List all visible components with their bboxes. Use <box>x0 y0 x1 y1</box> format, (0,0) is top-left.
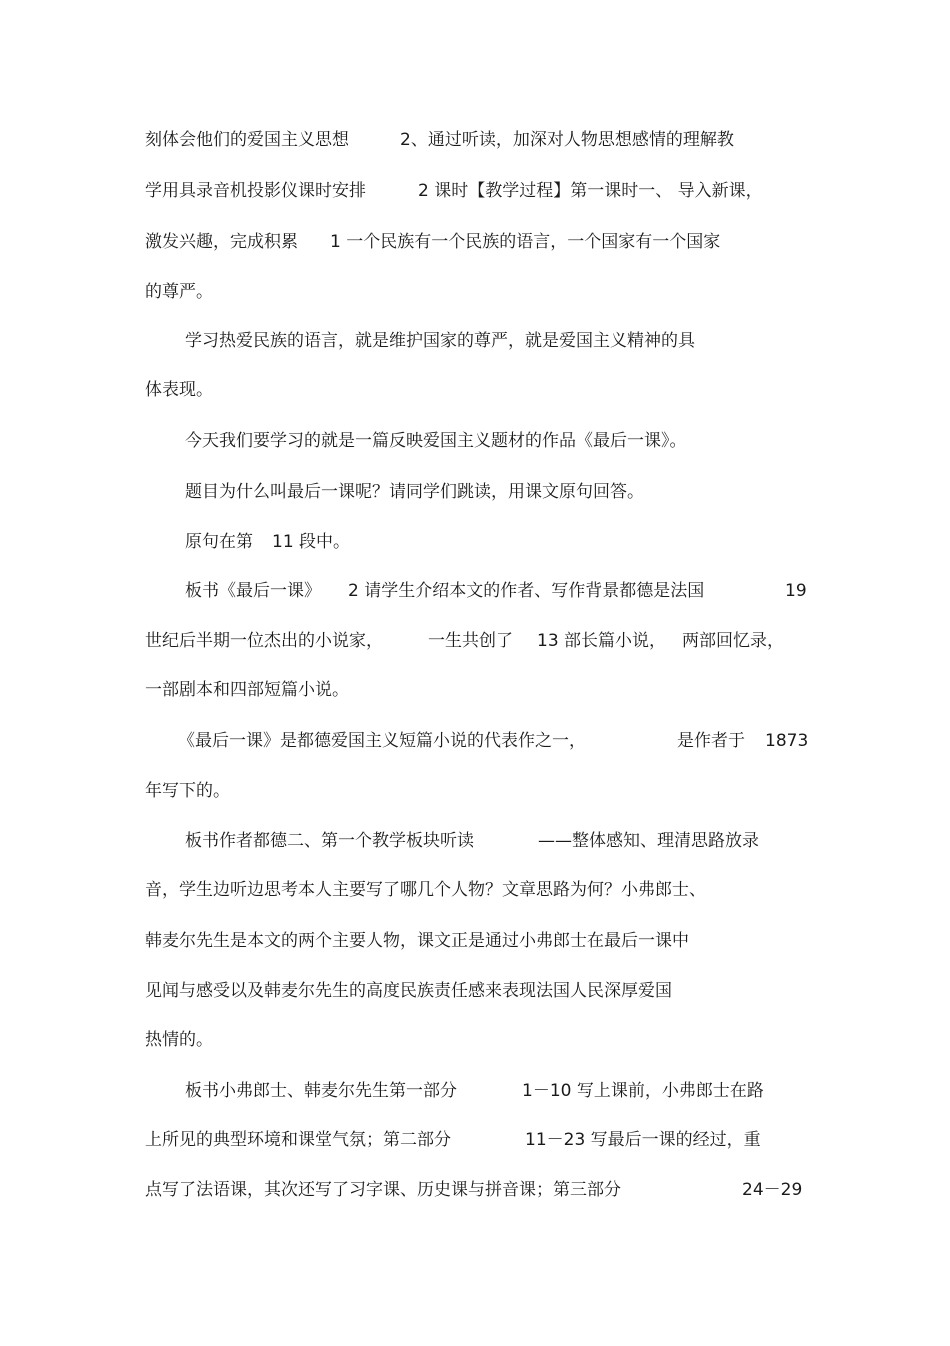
line-text: 板书《最后一课》 <box>185 581 321 601</box>
line-text: 19 <box>785 581 807 601</box>
line-text: 的尊严。 <box>145 282 213 302</box>
line-text: 一部剧本和四部短篇小说。 <box>145 680 349 700</box>
line-text: 原句在第 <box>185 532 253 552</box>
text-line <box>0 326 950 356</box>
line-text: 13 部长篇小说， <box>537 631 667 651</box>
line-text: 2、通过听读，加深对人物思想感情的理解教 <box>400 130 734 150</box>
line-text: 1873 <box>765 731 809 751</box>
line-text: 1 一个民族有一个民族的语言，一个国家有一个国家 <box>330 232 721 252</box>
text-line <box>0 426 950 456</box>
text-line <box>0 1175 950 1205</box>
line-text: 体表现。 <box>145 380 213 400</box>
text-line <box>0 826 950 856</box>
text-line <box>0 277 950 307</box>
text-line <box>0 227 950 257</box>
text-line <box>0 1076 950 1106</box>
text-line <box>0 1025 950 1055</box>
line-text: 上所见的典型环境和课堂气氛；第二部分 <box>145 1130 451 1150</box>
line-text: 年写下的。 <box>145 781 230 801</box>
line-text: 见闻与感受以及韩麦尔先生的高度民族责任感来表现法国人民深厚爱国 <box>145 981 672 1001</box>
text-line <box>0 875 950 905</box>
line-text: 题目为什么叫最后一课呢？请同学们跳读，用课文原句回答。 <box>185 482 644 502</box>
text-line <box>0 675 950 705</box>
line-text: 是作者于 <box>677 731 745 751</box>
line-text: 音，学生边听边思考本人主要写了哪几个人物？文章思路为何？小弗郎士、 <box>145 880 706 900</box>
text-line <box>0 1125 950 1155</box>
line-text: 2 请学生介绍本文的作者、写作背景都德是法国 <box>348 581 705 601</box>
line-text: 板书小弗郎士、韩麦尔先生第一部分 <box>185 1081 457 1101</box>
text-line <box>0 576 950 606</box>
text-line <box>0 976 950 1006</box>
line-text: 两部回忆录， <box>682 631 784 651</box>
line-text: 板书作者都德二、第一个教学板块听读 <box>185 831 474 851</box>
line-text: 1－10 写上课前，小弗郎士在路 <box>522 1081 764 1101</box>
line-text: 学用具录音机投影仪课时安排 <box>145 181 366 201</box>
line-text: 韩麦尔先生是本文的两个主要人物，课文正是通过小弗郎士在最后一课中 <box>145 931 689 951</box>
line-text: 世纪后半期一位杰出的小说家， <box>145 631 383 651</box>
line-text: 热情的。 <box>145 1030 213 1050</box>
line-text: 24－29 <box>742 1180 803 1200</box>
text-line <box>0 176 950 206</box>
line-text: 11－23 写最后一课的经过，重 <box>525 1130 761 1150</box>
line-text: 今天我们要学习的就是一篇反映爱国主义题材的作品《最后一课》。 <box>185 431 687 451</box>
text-line <box>0 125 950 155</box>
line-text: 2 课时【教学过程】第一课时一、 导入新课， <box>418 181 763 201</box>
text-line <box>0 477 950 507</box>
line-text: 刻体会他们的爱国主义思想 <box>145 130 349 150</box>
text-line <box>0 926 950 956</box>
line-text: 一生共创了 <box>428 631 513 651</box>
text-line <box>0 726 950 756</box>
text-line <box>0 626 950 656</box>
line-text: 点写了法语课，其次还写了习字课、历史课与拼音课；第三部分 <box>145 1180 621 1200</box>
line-text: 《最后一课》是都德爱国主义短篇小说的代表作之一， <box>178 731 586 751</box>
line-text: 学习热爱民族的语言，就是维护国家的尊严，就是爱国主义精神的具 <box>185 331 695 351</box>
text-line <box>0 375 950 405</box>
text-line <box>0 776 950 806</box>
text-line <box>0 527 950 557</box>
line-text: 激发兴趣，完成积累 <box>145 232 298 252</box>
line-text: ——整体感知、理清思路放录 <box>538 831 759 851</box>
line-text: 11 段中。 <box>272 532 351 552</box>
